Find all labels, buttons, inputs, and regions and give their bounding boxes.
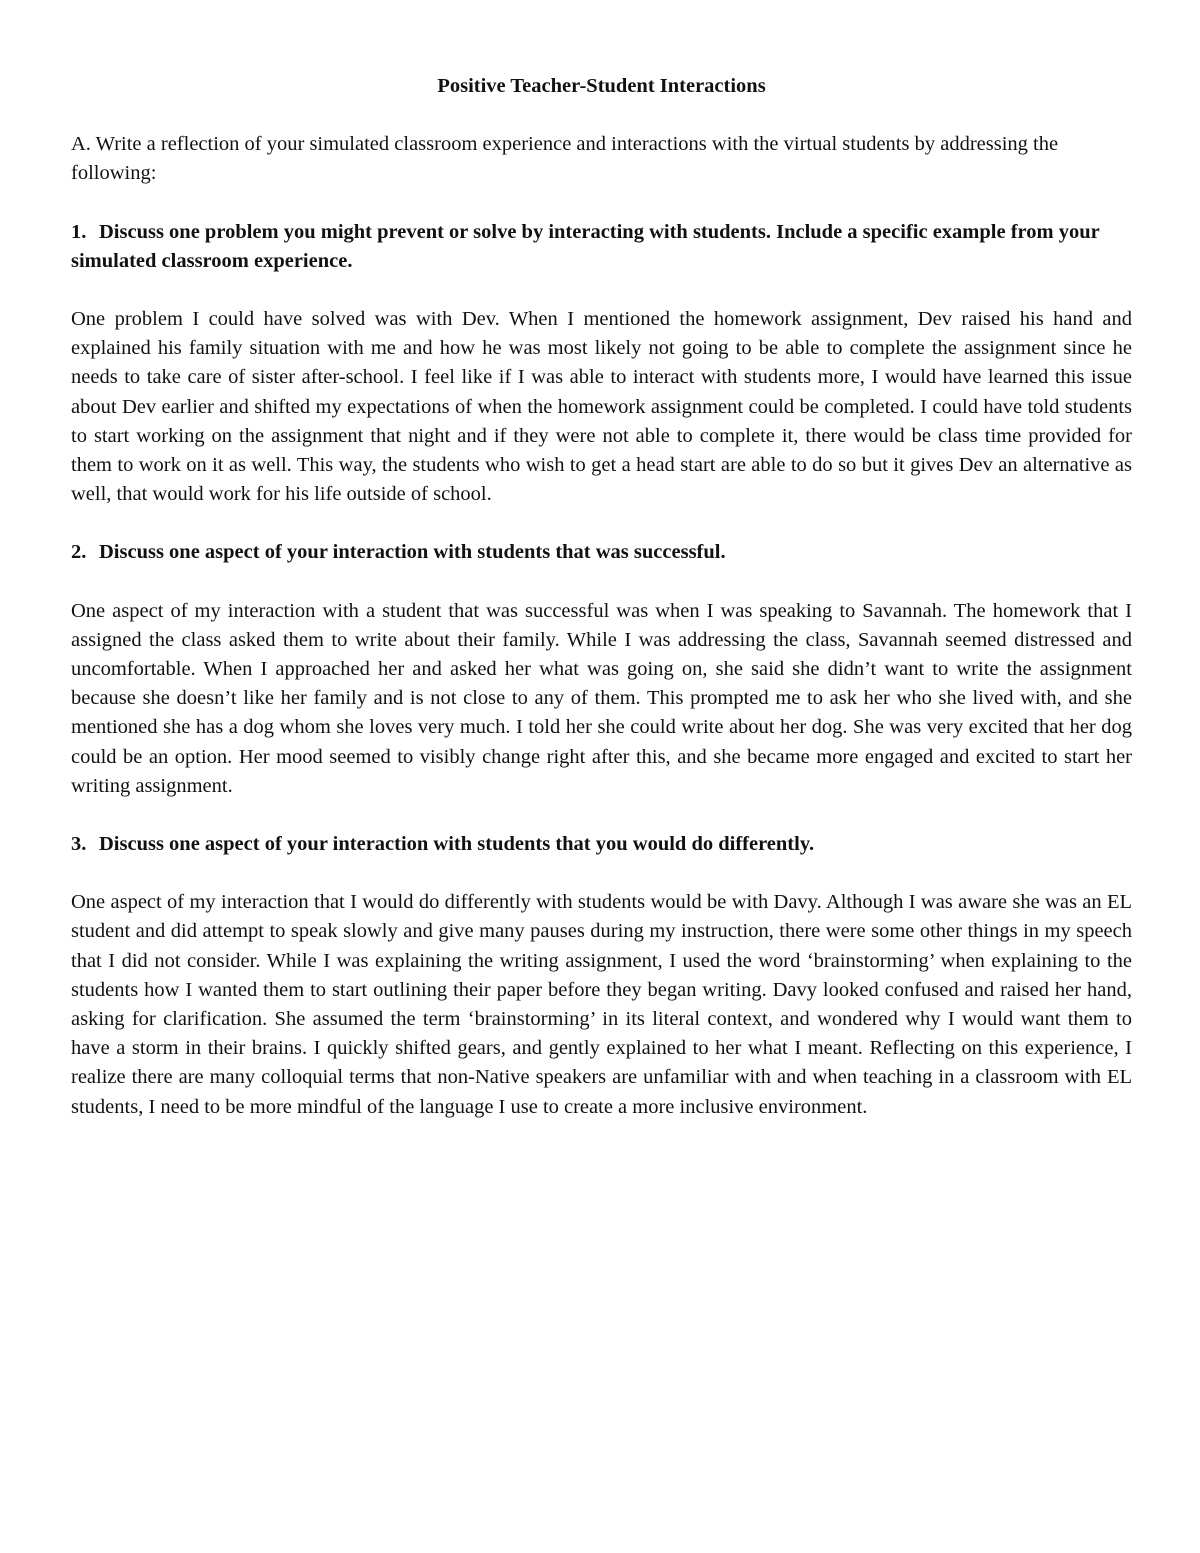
question-number: 1. <box>71 220 87 243</box>
question-3 <box>71 830 1132 859</box>
question-2 <box>71 538 1132 567</box>
answer-2: One aspect of my interaction with a student that was successful was when I was speaking to Savannah. The homework that I assigned the class asked them to write about their family. While I was addressing the class, Savannah seemed distressed and uncomfortable. When I approached her and asked her what was going on, she said she didn’t want to write the assignment because she doesn’t like her family and is not close to any of them. This prompted me to ask her who she lived with, and she mentioned she has a dog whom she loves very much. I told her she could write about her dog. She was very excited that her dog could be an option. Her mood seemed to visibly change right after this, and she became more engaged and excited to start her writing assignment. <box>71 599 1132 797</box>
answer-3: One aspect of my interaction that I would do differently with students would be with Davy. Although I was aware she was an EL student and did attempt to speak slowly and give many pauses during my instruction, there were some other things in my speech that I did not consider. While I was explaining the writing assignment, I used the word ‘brainstorming’ when explaining to the students how I wanted them to start outlining their paper before they began writing. Davy looked confused and raised her hand, asking for clarification. She assumed the term ‘brainstorming’ in its literal context, and wondered why I would want them to have a storm in their brains. I quickly shifted gears, and gently explained to her what I meant. Reflecting on this experience, I realize there are many colloquial terms that non-Native speakers are unfamiliar with and when teaching in a classroom with EL students, I need to be more mindful of the language I use to create a more inclusive environment. <box>71 891 1132 1118</box>
answer-1: One problem I could have solved was with Dev. When I mentioned the homework assignment, Dev raised his hand and explained his family situation with me and how he was most likely not going to be able to complete the assignment since he needs to take care of sister after-school. I feel like if I was able to interact with students more, I would have learned this issue about Dev earlier and shifted my expectations of when the homework assignment could be completed. I could have told students to start working on the assignment that night and if they were not able to complete it, there would be class time provided for them to work on it as well. This way, the students who wish to get a head start are able to do so but it gives Dev an alternative as well, that would work for his life outside of school. <box>71 308 1132 506</box>
document-title: Positive Teacher-Student Interactions <box>437 75 766 97</box>
question-number: 3. <box>71 833 87 856</box>
question-text: Discuss one aspect of your interaction with students that was successful. <box>99 541 726 564</box>
question-1 <box>71 218 1132 276</box>
question-text: Discuss one problem you might prevent or solve by interacting with students. Include a specific example from your simulated classroom experience. <box>71 220 1100 272</box>
assignment-prompt: A. Write a reflection of your simulated classroom experience and interactions with the virtual students by addressing the following: <box>71 133 1059 185</box>
document-page <box>71 72 1132 1151</box>
question-text: Discuss one aspect of your interaction with students that you would do differently. <box>99 833 815 856</box>
question-number: 2. <box>71 541 87 564</box>
